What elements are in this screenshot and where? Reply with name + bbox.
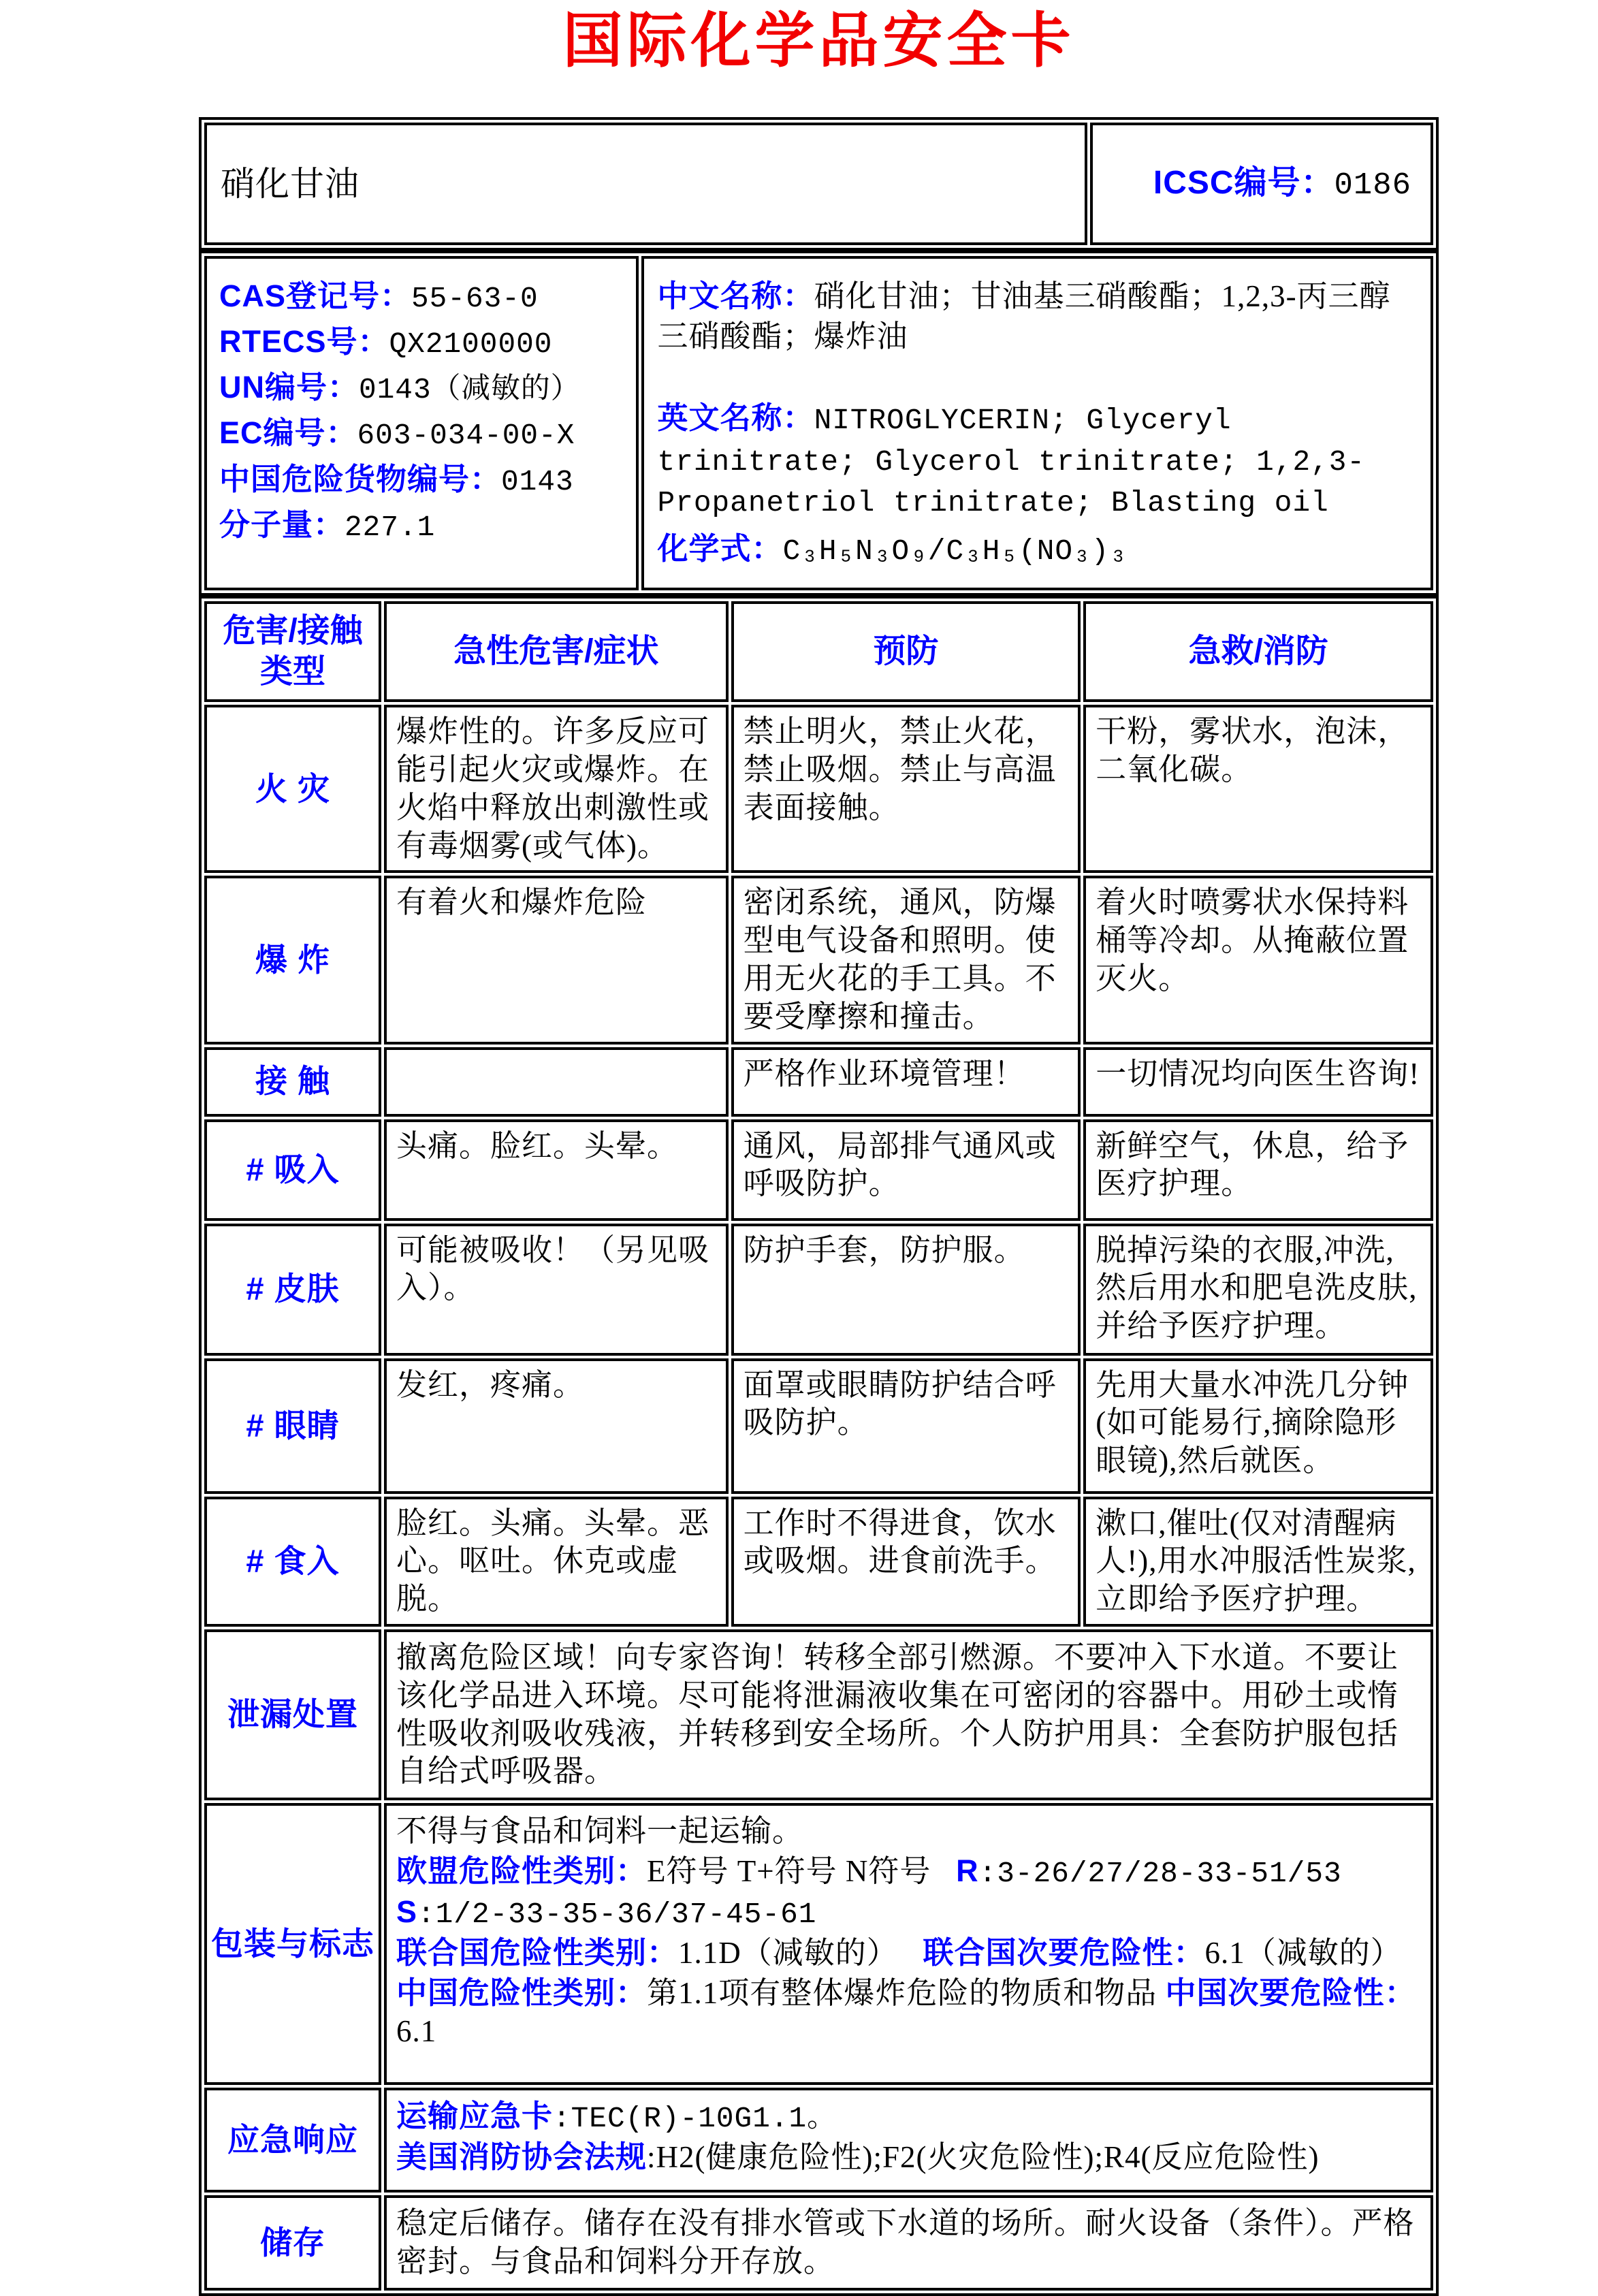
section-text: 1.1D（减敏的） [678, 1936, 923, 1970]
cell-ingestion-first_aid: 漱口,催吐(仅对清醒病人!),用水冲服活性炭浆,立即给予医疗护理。 [1083, 1497, 1433, 1627]
page-title: 国际化学品安全卡 [562, 9, 1075, 75]
row-label-eyes: # 眼睛 [204, 1358, 381, 1494]
name-label: 化学式： [657, 530, 783, 566]
section-text: 稳定后储存。储存在没有排水管或下水道的场所。耐火设备（条件）。严格密封。与食品和饲料分开存放。 [396, 2206, 1415, 2278]
icsc-number: 0186 [1334, 168, 1411, 204]
identification-table [199, 251, 1439, 596]
row-skin [204, 1224, 1433, 1356]
row-label-fire: 火 灾 [204, 705, 381, 873]
section-field-label: 美国消防协会法规 [396, 2139, 647, 2175]
cell-explosion-first_aid: 着火时喷雾状水保持料桶等冷却。从掩蔽位置灭火。 [1083, 876, 1433, 1044]
cell-eyes-first_aid: 先用大量水冲洗几分钟(如可能易行,摘除隐形眼镜),然后就医。 [1083, 1358, 1433, 1494]
section-field-label: 联合国危险性类别： [396, 1935, 678, 1970]
cell-inhalation-prevention: 通风，局部排气通风或呼吸防护。 [731, 1119, 1081, 1221]
header-row [204, 123, 1433, 245]
cell-explosion-prevention: 密闭系统，通风，防爆型电气设备和照明。使用无火花的手工具。不要受摩擦和撞击。 [731, 876, 1081, 1044]
name-label: 英文名称： [657, 400, 814, 435]
id-fields [204, 256, 639, 590]
hazard-table-header [204, 601, 1433, 702]
id-field-label: 中国危险货物编号： [219, 461, 502, 496]
id-field-value: QX2100000 [389, 328, 553, 362]
emergency-response-line-0 [396, 2097, 1421, 2137]
id-field-value: 603-034-00-X [357, 419, 575, 453]
id-field-label: RTECS号： [219, 324, 389, 360]
section-text: :3-26/27/28-33-51/53 [978, 1857, 1342, 1890]
row-label-storage: 储存 [204, 2195, 381, 2291]
hazard-header-1: 急性危害/症状 [384, 601, 729, 702]
section-field-label: 联合国次要危险性： [923, 1935, 1205, 1970]
chemical-names [641, 256, 1433, 590]
icsc-label: ICSC编号： [1153, 165, 1335, 202]
id-field-0 [219, 278, 624, 315]
cell-exposure-first_aid: 一切情况均向医生咨询! [1083, 1047, 1433, 1117]
section-field-label: 欧盟危险性类别： [396, 1853, 647, 1888]
row-eyes [204, 1358, 1433, 1494]
cell-inhalation-first_aid: 新鲜空气，休息，给予医疗护理。 [1083, 1119, 1433, 1221]
section-field-label: 中国危险性类别： [396, 1975, 647, 2010]
cell-emergency-response-content [384, 2088, 1433, 2193]
id-field-2 [219, 370, 624, 406]
section-text: E符号 T+符号 N符号 [647, 1854, 957, 1888]
safety-card [199, 117, 1439, 2296]
cell-eyes-symptoms: 发红，疼痛。 [384, 1358, 729, 1494]
cell-ingestion-symptoms: 脸红。头痛。头晕。恶心。呕吐。休克或虚脱。 [384, 1497, 729, 1627]
id-field-label: UN编号： [219, 370, 359, 405]
section-text: :H2(健康危险性);F2(火灾危险性);R4(反应危险性) [647, 2140, 1320, 2175]
row-spillage [204, 1629, 1433, 1800]
substance-name: 硝化甘油 [204, 123, 1087, 245]
identification-row [204, 256, 1433, 590]
cell-fire-prevention: 禁止明火，禁止火花，禁止吸烟。禁止与高温表面接触。 [731, 705, 1081, 873]
cell-ingestion-prevention: 工作时不得进食，饮水或吸烟。进食前洗手。 [731, 1497, 1081, 1627]
cell-spillage-content [384, 1629, 1433, 1800]
cell-skin-first_aid: 脱掉污染的衣服,冲洗,然后用水和肥皂洗皮肤,并给予医疗护理。 [1083, 1224, 1433, 1356]
cell-skin-prevention: 防护手套，防护服。 [731, 1224, 1081, 1356]
id-field-label: EC编号： [219, 415, 357, 451]
icsc-number-cell [1090, 123, 1433, 245]
id-field-label: 分子量： [219, 507, 345, 542]
section-field-label: R [956, 1853, 979, 1888]
name-para-2 [658, 529, 1417, 571]
id-field-value: 55-63-0 [411, 282, 539, 315]
row-explosion [204, 876, 1433, 1044]
packaging-labelling-line-3 [396, 1934, 1421, 1973]
section-text: 不得与食品和饲料一起运输。 [396, 1814, 803, 1849]
id-field-value: 0143（减敏的） [359, 373, 581, 407]
id-field-4 [219, 462, 624, 498]
cell-inhalation-symptoms: 头痛。脸红。头晕。 [384, 1119, 729, 1221]
cell-storage-content [384, 2195, 1433, 2291]
row-label-exposure: 接 触 [204, 1047, 381, 1117]
cell-fire-first_aid: 干粉，雾状水，泡沫，二氧化碳。 [1083, 705, 1433, 873]
row-label-emergency-response: 应急响应 [204, 2088, 381, 2193]
row-packaging-labelling [204, 1803, 1433, 2085]
hazard-header-0: 危害/接触类型 [204, 601, 381, 702]
packaging-labelling-line-2 [396, 1893, 1421, 1932]
name-value: 硝化甘油；甘油基三硝酸酯；1,2,3-丙三醇三硝酸酯；爆炸油 [657, 279, 1391, 353]
row-exposure [204, 1047, 1433, 1117]
id-field-value: 227.1 [345, 510, 436, 544]
section-text: 6.1 [396, 2013, 437, 2048]
hazard-header-3: 急救/消防 [1083, 601, 1433, 702]
id-field-5 [219, 507, 624, 544]
row-label-packaging-labelling: 包装与标志 [204, 1803, 381, 2085]
spillage-line-0 [396, 1639, 1421, 1791]
row-label-explosion: 爆 炸 [204, 876, 381, 1044]
section-text: 第1.1项有整体爆炸危险的物质和物品 [647, 1975, 1166, 2010]
packaging-labelling-line-0 [396, 1813, 1421, 1851]
cell-fire-symptoms: 爆炸性的。许多反应可能引起火灾或爆炸。在火焰中释放出刺激性或有毒烟雾(或气体)。 [384, 705, 729, 873]
row-inhalation [204, 1119, 1433, 1221]
section-field-label: 中国次要危险性： [1165, 1975, 1416, 2010]
row-label-ingestion: # 食入 [204, 1497, 381, 1627]
row-label-spillage: 泄漏处置 [204, 1629, 381, 1800]
row-emergency-response [204, 2088, 1433, 2193]
id-field-1 [219, 324, 624, 361]
section-field-label: 运输应急卡 [396, 2099, 553, 2134]
name-para-0 [658, 276, 1417, 356]
packaging-labelling-line-4 [396, 1974, 1421, 2051]
cell-packaging-labelling-content [384, 1803, 1433, 2085]
section-text: :1/2-33-35-36/37-45-61 [417, 1898, 817, 1931]
name-para-1 [658, 398, 1417, 522]
name-label: 中文名称： [657, 278, 814, 313]
cell-eyes-prevention: 面罩或眼睛防护结合呼吸防护。 [731, 1358, 1081, 1494]
section-text: 撤离危险区域！向专家咨询！转移全部引燃源。不要冲入下水道。不要让该化学品进入环境。尽可能将泄漏液收集在可密闭的容器中。用砂土或惰性吸收剂吸收残液，并转移到安全场所。个人防护用具：全套防护服包括自给式呼吸器。 [396, 1640, 1399, 1789]
emergency-response-line-1 [396, 2138, 1421, 2177]
header-table [199, 117, 1439, 251]
storage-line-0 [396, 2205, 1421, 2281]
hazard-table [199, 596, 1439, 2296]
packaging-labelling-line-1 [396, 1852, 1421, 1892]
section-field-label: S [396, 1894, 417, 1929]
row-storage [204, 2195, 1433, 2291]
cell-exposure-prevention: 严格作业环境管理！ [731, 1047, 1081, 1117]
cell-skin-symptoms: 可能被吸收！（另见吸入）。 [384, 1224, 729, 1356]
row-label-inhalation: # 吸入 [204, 1119, 381, 1221]
section-text: 6.1（减敏的） [1204, 1936, 1402, 1970]
cell-explosion-symptoms: 有着火和爆炸危险 [384, 876, 729, 1044]
id-field-3 [219, 415, 624, 452]
section-text: :TEC(R)-10G1.1。 [553, 2102, 837, 2136]
row-ingestion [204, 1497, 1433, 1627]
hazard-header-2: 预防 [731, 601, 1081, 702]
id-field-value: 0143 [501, 464, 574, 498]
name-value: NITROGLYCERIN; Glyceryl trinitrate; Glycerol trinitrate; 1,2,3-Propanetriol trinitrate; Blasting oil [657, 404, 1366, 520]
row-fire [204, 705, 1433, 873]
cell-exposure-symptoms [384, 1047, 729, 1117]
row-label-skin: # 皮肤 [204, 1224, 381, 1356]
name-value: C₃H₅N₃O₉/C₃H₅(NO₃)₃ [782, 534, 1128, 568]
id-field-label: CAS登记号： [219, 278, 412, 313]
